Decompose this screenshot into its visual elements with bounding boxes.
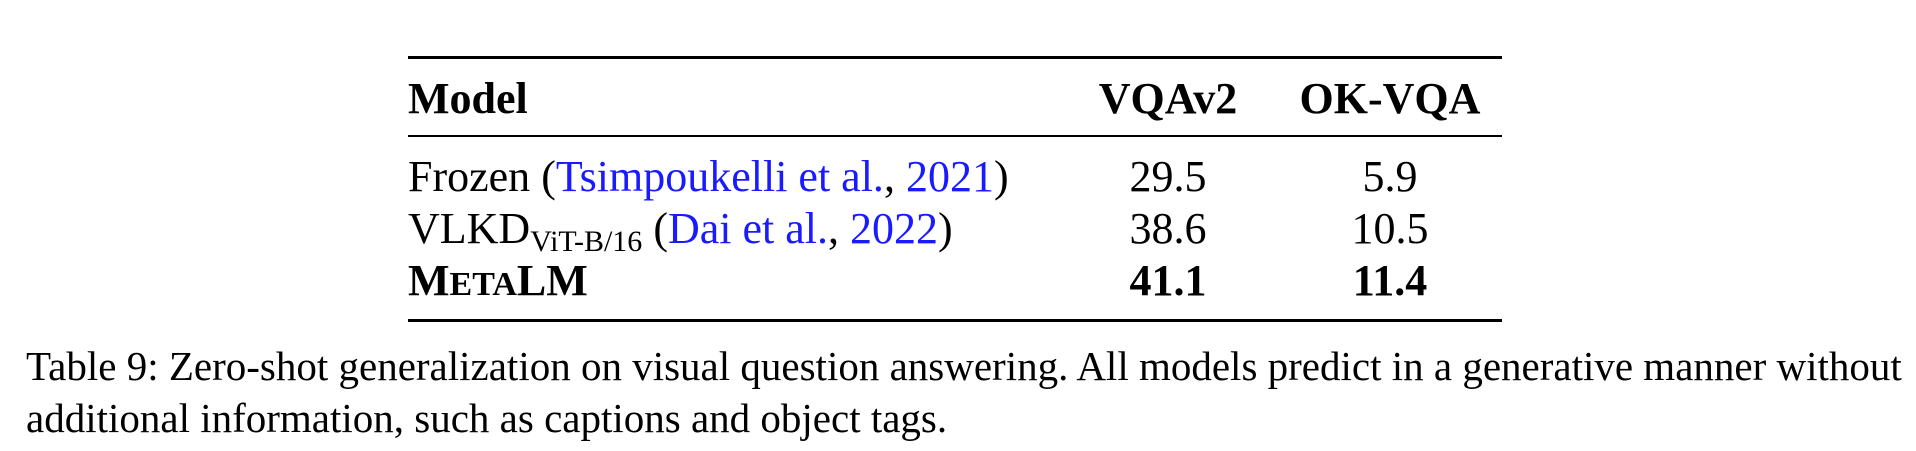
citation-author-link[interactable]: Tsimpoukelli et al. [555,152,884,201]
model-cell [408,255,1058,321]
vqav2-score: 41.1 [1129,256,1207,305]
citation-sep: , [828,204,851,253]
results-table-container [408,56,1502,322]
citation-close: ) [938,204,953,253]
okvqa-score: 11.4 [1352,256,1428,305]
model-name-smallcaps: ETA [449,266,517,303]
model-cell [408,203,1058,258]
okvqa-score: 5.9 [1362,152,1418,201]
results-table [408,56,1502,322]
model-name-suffix: LM [516,256,588,305]
model-name: Frozen [408,152,531,201]
citation-open: ( [541,152,556,201]
vqav2-score: 38.6 [1129,204,1207,253]
table-row-frozen [408,136,1502,203]
header-okvqa: OK-VQA [1299,74,1481,123]
citation-year-link[interactable]: 2021 [905,152,994,201]
citation-close: ) [993,152,1009,201]
citation-open: ( [653,204,668,253]
citation-author-link[interactable]: Dai et al. [667,204,829,253]
header-vqav2: VQAv2 [1098,74,1238,123]
okvqa-score: 10.5 [1351,204,1429,253]
table-header-row [408,58,1502,137]
citation-year-link[interactable]: 2022 [850,204,939,253]
model-cell [408,136,1058,203]
table-row-metalm [408,255,1502,321]
header-model: Model [408,74,528,123]
model-name: VLKD [408,204,531,253]
vqav2-score: 29.5 [1129,152,1207,201]
table-row-vlkd [408,203,1502,255]
model-subscript: ViT-B/16 [530,225,643,258]
citation-sep: , [883,152,906,201]
model-name-initial: M [408,256,450,305]
table-caption: Table 9: Zero-shot generalization on visual question answering. All models predict in a generative manner without additional information, such as captions and object tags. [26,343,1902,441]
